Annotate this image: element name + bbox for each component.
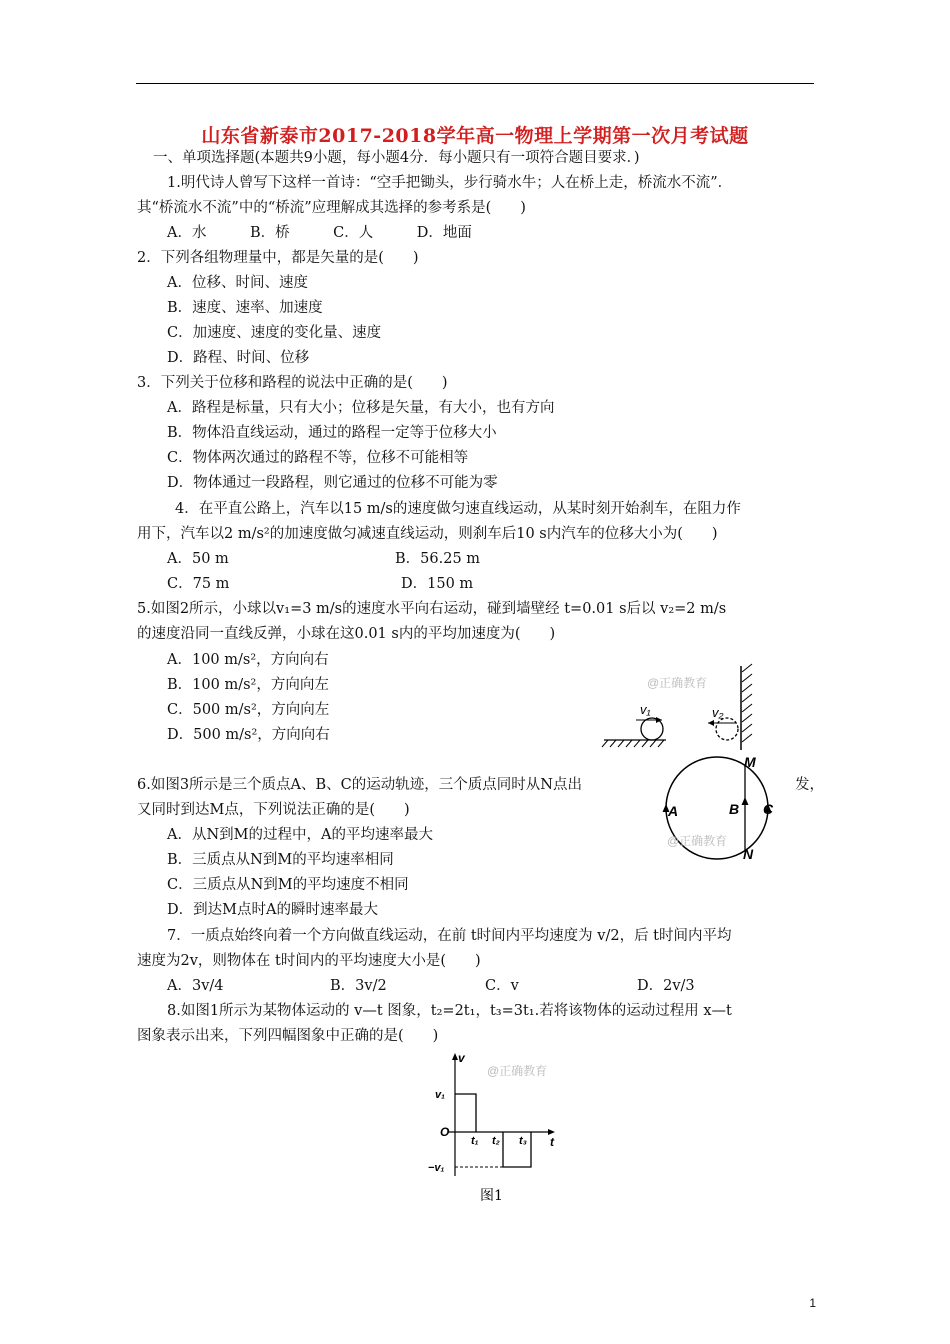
q5-option-d: D．500 m/s²，方向向右 (167, 727, 330, 743)
t-axis-label: t (550, 1135, 554, 1149)
label-a: A (668, 803, 679, 819)
arrow-v2-head (708, 720, 714, 726)
q1-options: A．水 B．桥 C．人 D．地面 (167, 225, 472, 241)
q6-line2: 又同时到达M点，下列说法正确的是( ) (137, 802, 410, 818)
q3-option-b: B．物体沿直线运动，通过的路程一定等于位移大小 (167, 425, 497, 441)
v-axis-label: v (458, 1051, 465, 1065)
figure-vt-graph (420, 1050, 570, 1210)
label-b: B (729, 801, 740, 817)
q4-option-d: D．150 m (401, 576, 474, 592)
q7-option-c: C．v (485, 978, 519, 994)
ball-rebound (716, 718, 738, 740)
q3-option-c: C．物体两次通过的路程不等，位移不可能相等 (167, 450, 469, 466)
q6-option-d: D．到达M点时A的瞬时速率最大 (167, 902, 378, 918)
q7-option-b: B．3v/2 (330, 978, 387, 994)
ground-hatch (602, 740, 664, 747)
t1-label: t₁ (471, 1135, 479, 1147)
q8-line1: 8.如图1所示为某物体运动的 v—t 图象，t₂=2t₁，t₃=3t₁.若将该物体的运动过程用 x—t (167, 1003, 732, 1019)
q7-line1: 7．一质点始终向着一个方向做直线运动，在前 t时间内平均速度为 v/2，后 t时间内平均 (167, 928, 732, 944)
t2-label: t₂ (492, 1135, 500, 1147)
q6-line1-end: 发， (795, 777, 824, 793)
t3-label: t₃ (519, 1135, 527, 1147)
q5-option-c: C．500 m/s²，方向向左 (167, 702, 330, 718)
header-rule (136, 83, 814, 84)
q8-line2: 图象表示出来，下列四幅图象中正确的是( ) (137, 1028, 439, 1044)
q2-option-b: B．速度、速率、加速度 (167, 300, 323, 316)
fig-wall-watermark: @正确教育 (647, 676, 708, 690)
q3-option-d: D．物体通过一段路程，则它通过的位移不可能为零 (167, 475, 498, 491)
segment-positive (455, 1094, 476, 1132)
section-heading: 一、单项选择题(本题共9小题，每小题4分．每小题只有一项符合题目要求．) (153, 150, 640, 166)
fig-circle-watermark: @正确教育 (667, 834, 728, 848)
q5-line1: 5.如图2所示，小球以v₁=3 m/s的速度水平向右运动，碰到墙壁经 t=0.01 s后以 v₂=2 m/s (137, 601, 727, 617)
page-title: 山东省新泰市2017-2018学年高一物理上学期第一次月考试题 (201, 125, 749, 147)
q6-line1: 6.如图3所示是三个质点A、B、C的运动轨迹，三个质点同时从N点出 (137, 777, 582, 793)
neg-v1-label: −v₁ (428, 1162, 445, 1174)
q2-option-a: A．位移、时间、速度 (167, 275, 308, 291)
q3-stem: 3．下列关于位移和路程的说法中正确的是( ) (137, 375, 448, 391)
figure-ball-wall (600, 662, 780, 762)
q7-line2: 速度为2v，则物体在 t时间内的平均速度大小是( ) (137, 953, 481, 969)
q6-option-a: A．从N到M的过程中，A的平均速率最大 (167, 827, 433, 843)
q5-option-a: A．100 m/s²，方向向右 (167, 652, 329, 668)
q4-option-b: B．56.25 m (395, 551, 481, 567)
q5-line2: 的速度沿同一直线反弹，小球在这0.01 s内的平均加速度为( ) (137, 626, 556, 642)
arrow-b (742, 797, 749, 805)
page-number: 1 (809, 1296, 816, 1310)
v1-label: v₁ (435, 1089, 445, 1101)
q7-option-a: A．3v/4 (167, 978, 224, 994)
q1-line1: 1.明代诗人曾写下这样一首诗：“空手把锄头，步行骑水牛；人在桥上走，桥流水不流”． (167, 175, 733, 191)
q5-option-b: B．100 m/s²，方向向左 (167, 677, 329, 693)
q7-option-d: D．2v/3 (637, 978, 695, 994)
label-n: N (743, 846, 754, 862)
q2-stem: 2．下列各组物理量中，都是矢量的是( ) (137, 250, 419, 266)
q3-option-a: A．路程是标量，只有大小；位移是矢量，有大小，也有方向 (167, 400, 555, 416)
wall-hatch (742, 664, 752, 742)
q4-option-c: C．75 m (167, 576, 230, 592)
q1-line2: 其“桥流水不流”中的“桥流”应理解成其选择的参考系是( ) (137, 200, 526, 216)
figure-circle-trajectory (655, 755, 780, 870)
q4-line1: 4．在平直公路上，汽车以15 m/s的速度做匀速直线运动，从某时刻开始刹车，在阻力作 (175, 501, 741, 517)
q2-option-c: C．加速度、速度的变化量、速度 (167, 325, 382, 341)
label-m: M (744, 755, 756, 770)
fig-vt-watermark: @正确教育 (487, 1064, 548, 1078)
q2-option-d: D．路程、时间、位移 (167, 350, 310, 366)
origin-label: O (440, 1125, 450, 1139)
q4-line2: 用下，汽车以2 m/s²的加速度做匀减速直线运动，则刹车后10 s内汽车的位移大小为( ) (137, 526, 718, 542)
q6-option-b: B．三质点从N到M的平均速率相同 (167, 852, 394, 868)
q4-option-a: A．50 m (167, 551, 229, 567)
label-c: C (763, 801, 774, 817)
label-v2: v₂ (712, 705, 724, 720)
ball (641, 718, 663, 740)
label-v1: v₁ (640, 702, 651, 717)
q6-option-c: C．三质点从N到M的平均速度不相同 (167, 877, 409, 893)
figure-caption: 图1 (480, 1188, 503, 1204)
